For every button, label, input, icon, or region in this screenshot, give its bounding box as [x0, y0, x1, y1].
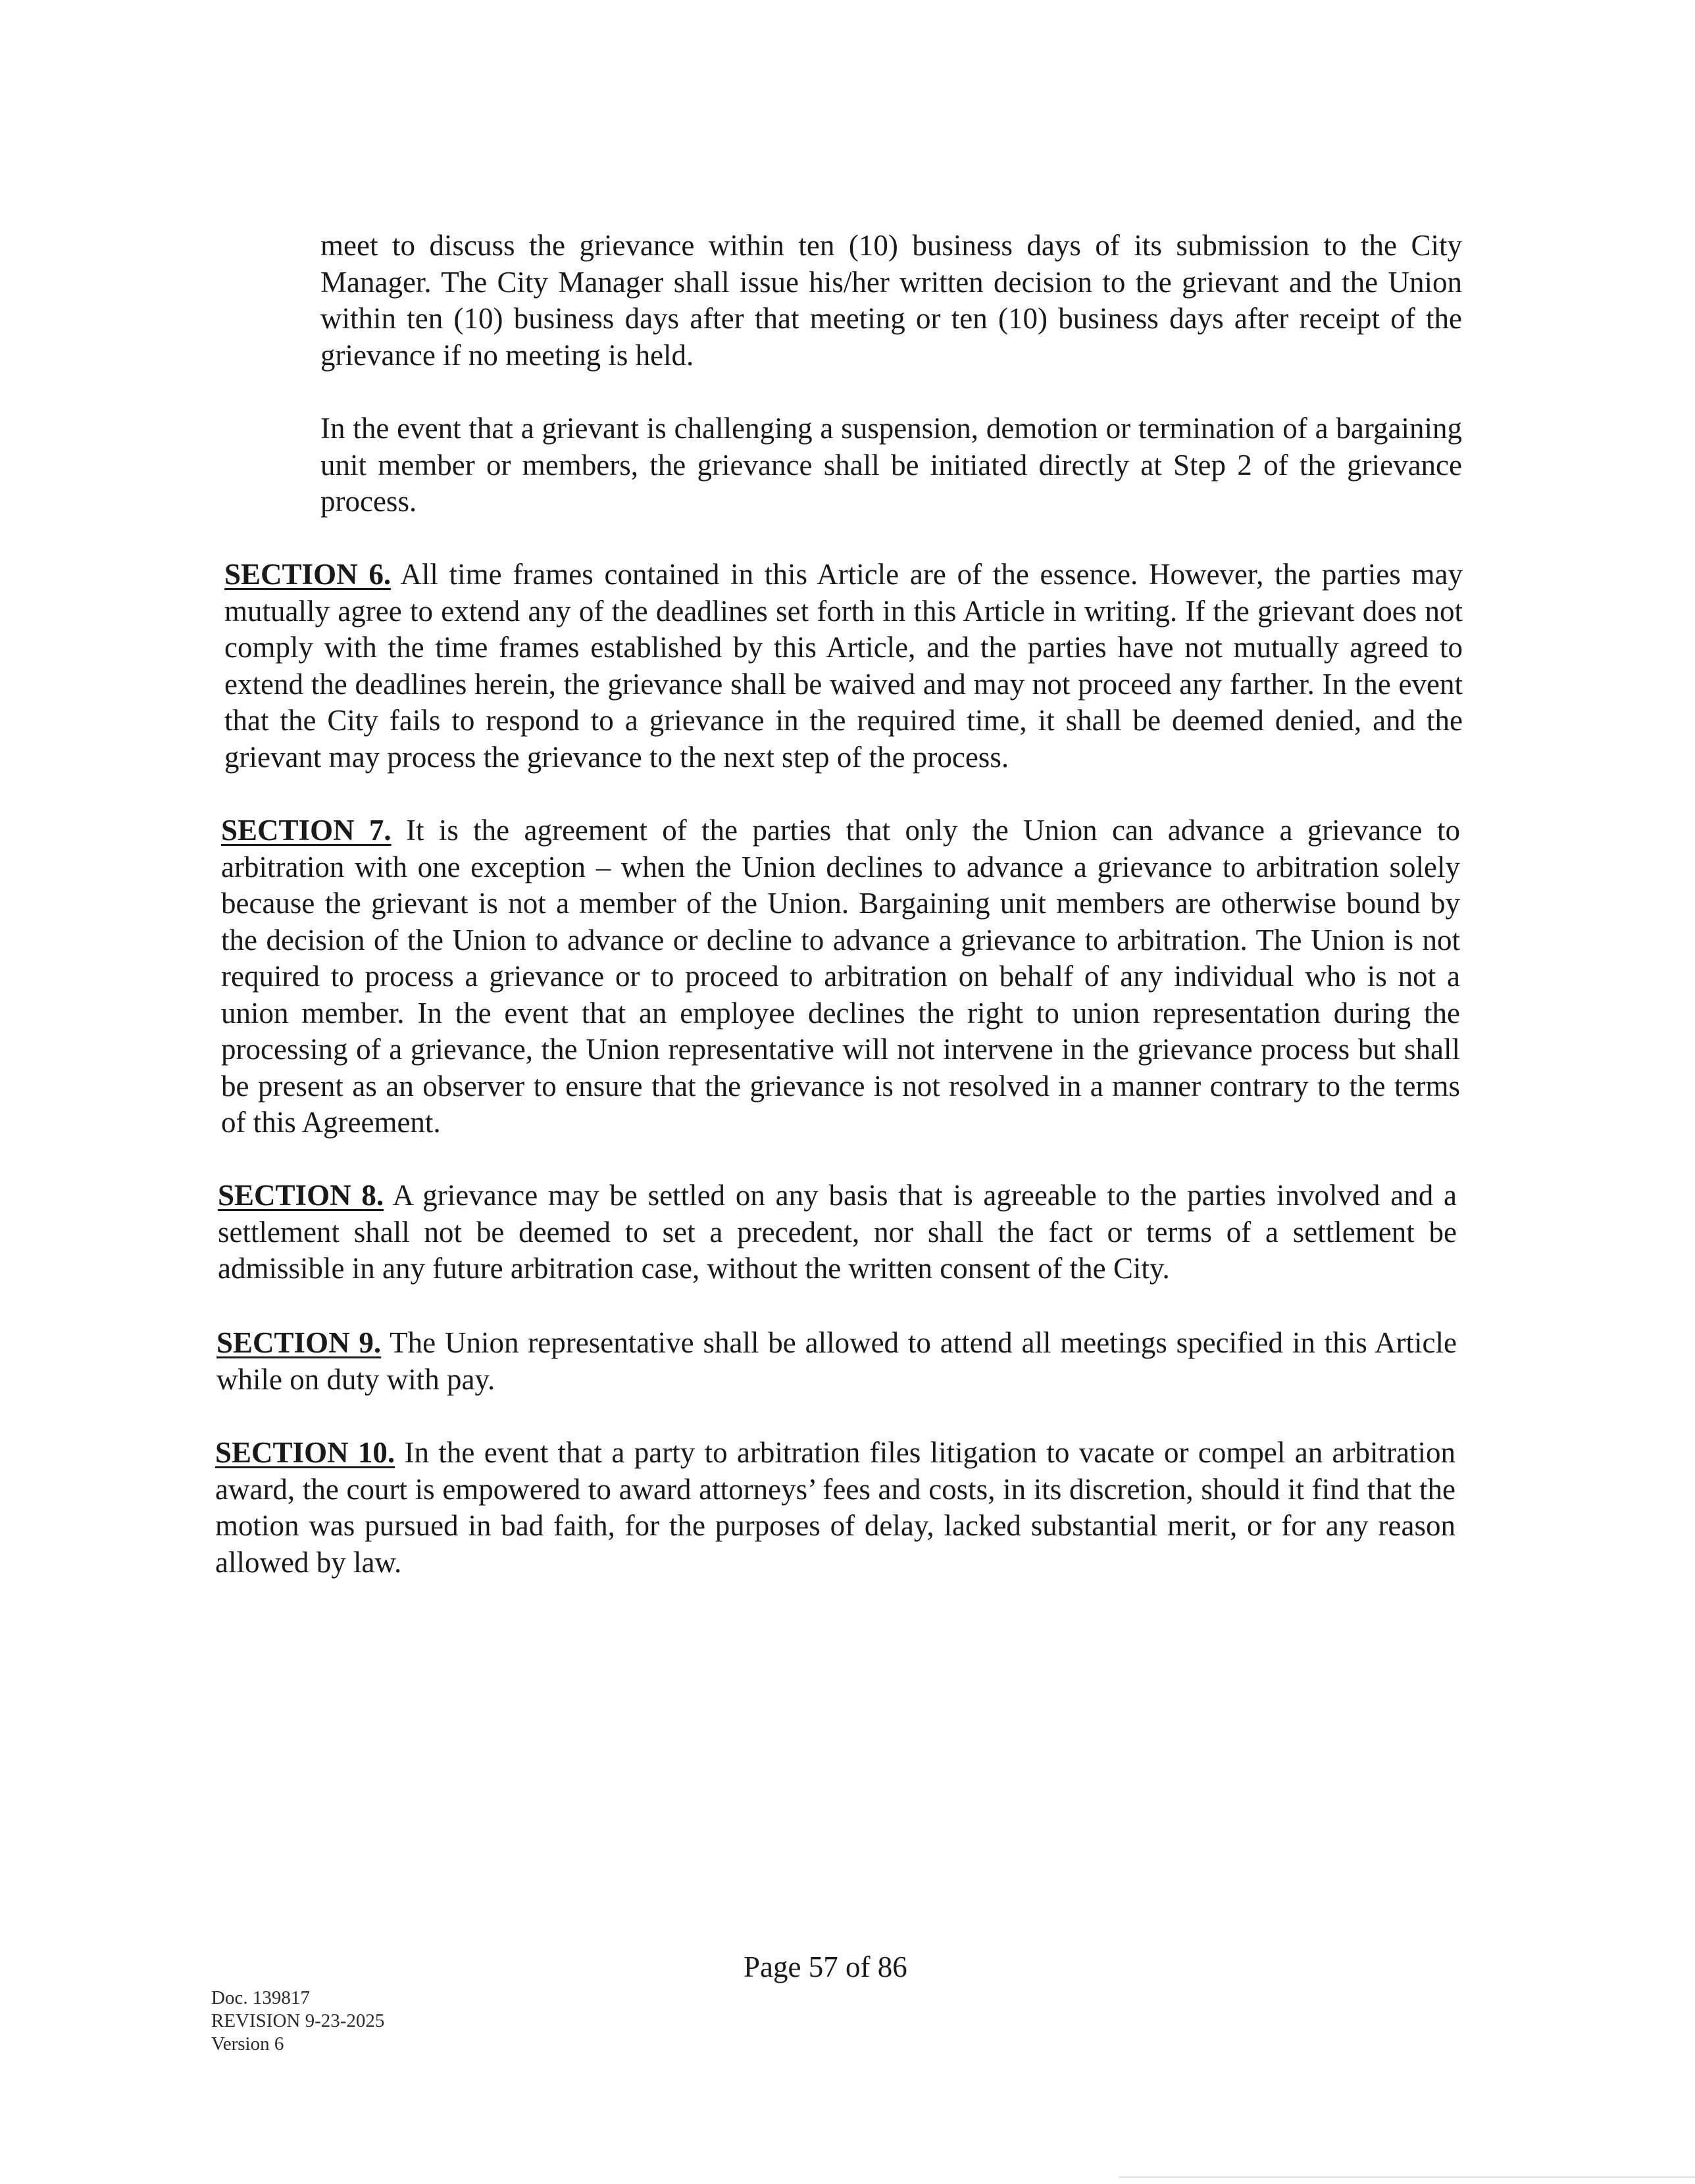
- section-10-label: SECTION 10.: [215, 1436, 395, 1469]
- document-info: [211, 1987, 384, 2056]
- section-6: [224, 557, 1463, 776]
- version-label: Version 6: [211, 2033, 284, 2054]
- section-10-text: In the event that a party to arbitration files litigation to vacate or compel an arbitration award, the court is empowered to award attorneys’ fees and costs, in its discretion, should it find that the motion was pursued in bad faith, for the purposes of delay, lacked substantial merit, or for any reason allowed by law.: [215, 1436, 1455, 1579]
- section-7: [221, 812, 1460, 1141]
- page-number: Page 57 of 86: [744, 1950, 907, 1983]
- scan-edge-line: [1119, 2176, 1695, 2178]
- section-6-text: All time frames contained in this Article are of the essence. However, the parties may mutually agree to extend any of the deadlines set forth in this Article in writing. If the grievant does not comply with the time frames established by this Article, and the parties have not mutually agreed to extend the deadlines herein, the grievance shall be waived and may not proceed any farther. In the event that the City fails to respond to a grievance in the required time, it shall be deemed denied, and the grievant may process the grievance to the next step of the process.: [224, 558, 1463, 774]
- section-6-label: SECTION 6.: [224, 558, 392, 591]
- section-9-text: The Union representative shall be allowed to attend all meetings specified in this Article while on duty with pay.: [216, 1326, 1457, 1396]
- section-8-text: A grievance may be settled on any basis that is agreeable to the parties involved and a settlement shall not be deemed to set a precedent, nor shall the fact or terms of a settlement be admissible in any future arbitration case, without the written consent of the City.: [218, 1179, 1457, 1285]
- paragraph-step-meeting: meet to discuss the grievance within ten (10) business days of its submission to the City Manager. The City Manager shall issue his/her written decision to the grievant and the Union within ten (10) business days after that meeting or ten (10) business days after receipt of the grievance if no meeting is held.: [320, 229, 1462, 372]
- section-10: [215, 1435, 1455, 1581]
- section-8-label: SECTION 8.: [218, 1179, 384, 1212]
- doc-number: Doc. 139817: [211, 1987, 310, 2008]
- section-7-text: It is the agreement of the parties that only the Union can advance a grievance to arbitration with one exception – when the Union declines to advance a grievance to arbitration solely because the grievant is not a member of the Union. Bargaining unit members are otherwise bound by the decision of the Union to advance or decline to advance a grievance to arbitration. The Union is not required to process a grievance or to proceed to arbitration on behalf of any individual who is not a union member. In the event that an employee declines the right to union representation during the processing of a grievance, the Union representative will not intervene in the grievance process but shall be present as an observer to ensure that the grievance is not resolved in a manner contrary to the terms of this Agreement.: [221, 814, 1460, 1139]
- revision-date: REVISION 9-23-2025: [211, 2010, 385, 2031]
- section-9: [216, 1325, 1457, 1398]
- section-9-label: SECTION 9.: [216, 1326, 382, 1359]
- section-8: [218, 1178, 1457, 1287]
- paragraph-step-2-initiation: In the event that a grievant is challenging a suspension, demotion or termination of a bargaining unit member or members, the grievance shall be initiated directly at Step 2 of the grievance process.: [320, 412, 1462, 518]
- section-7-label: SECTION 7.: [221, 814, 392, 847]
